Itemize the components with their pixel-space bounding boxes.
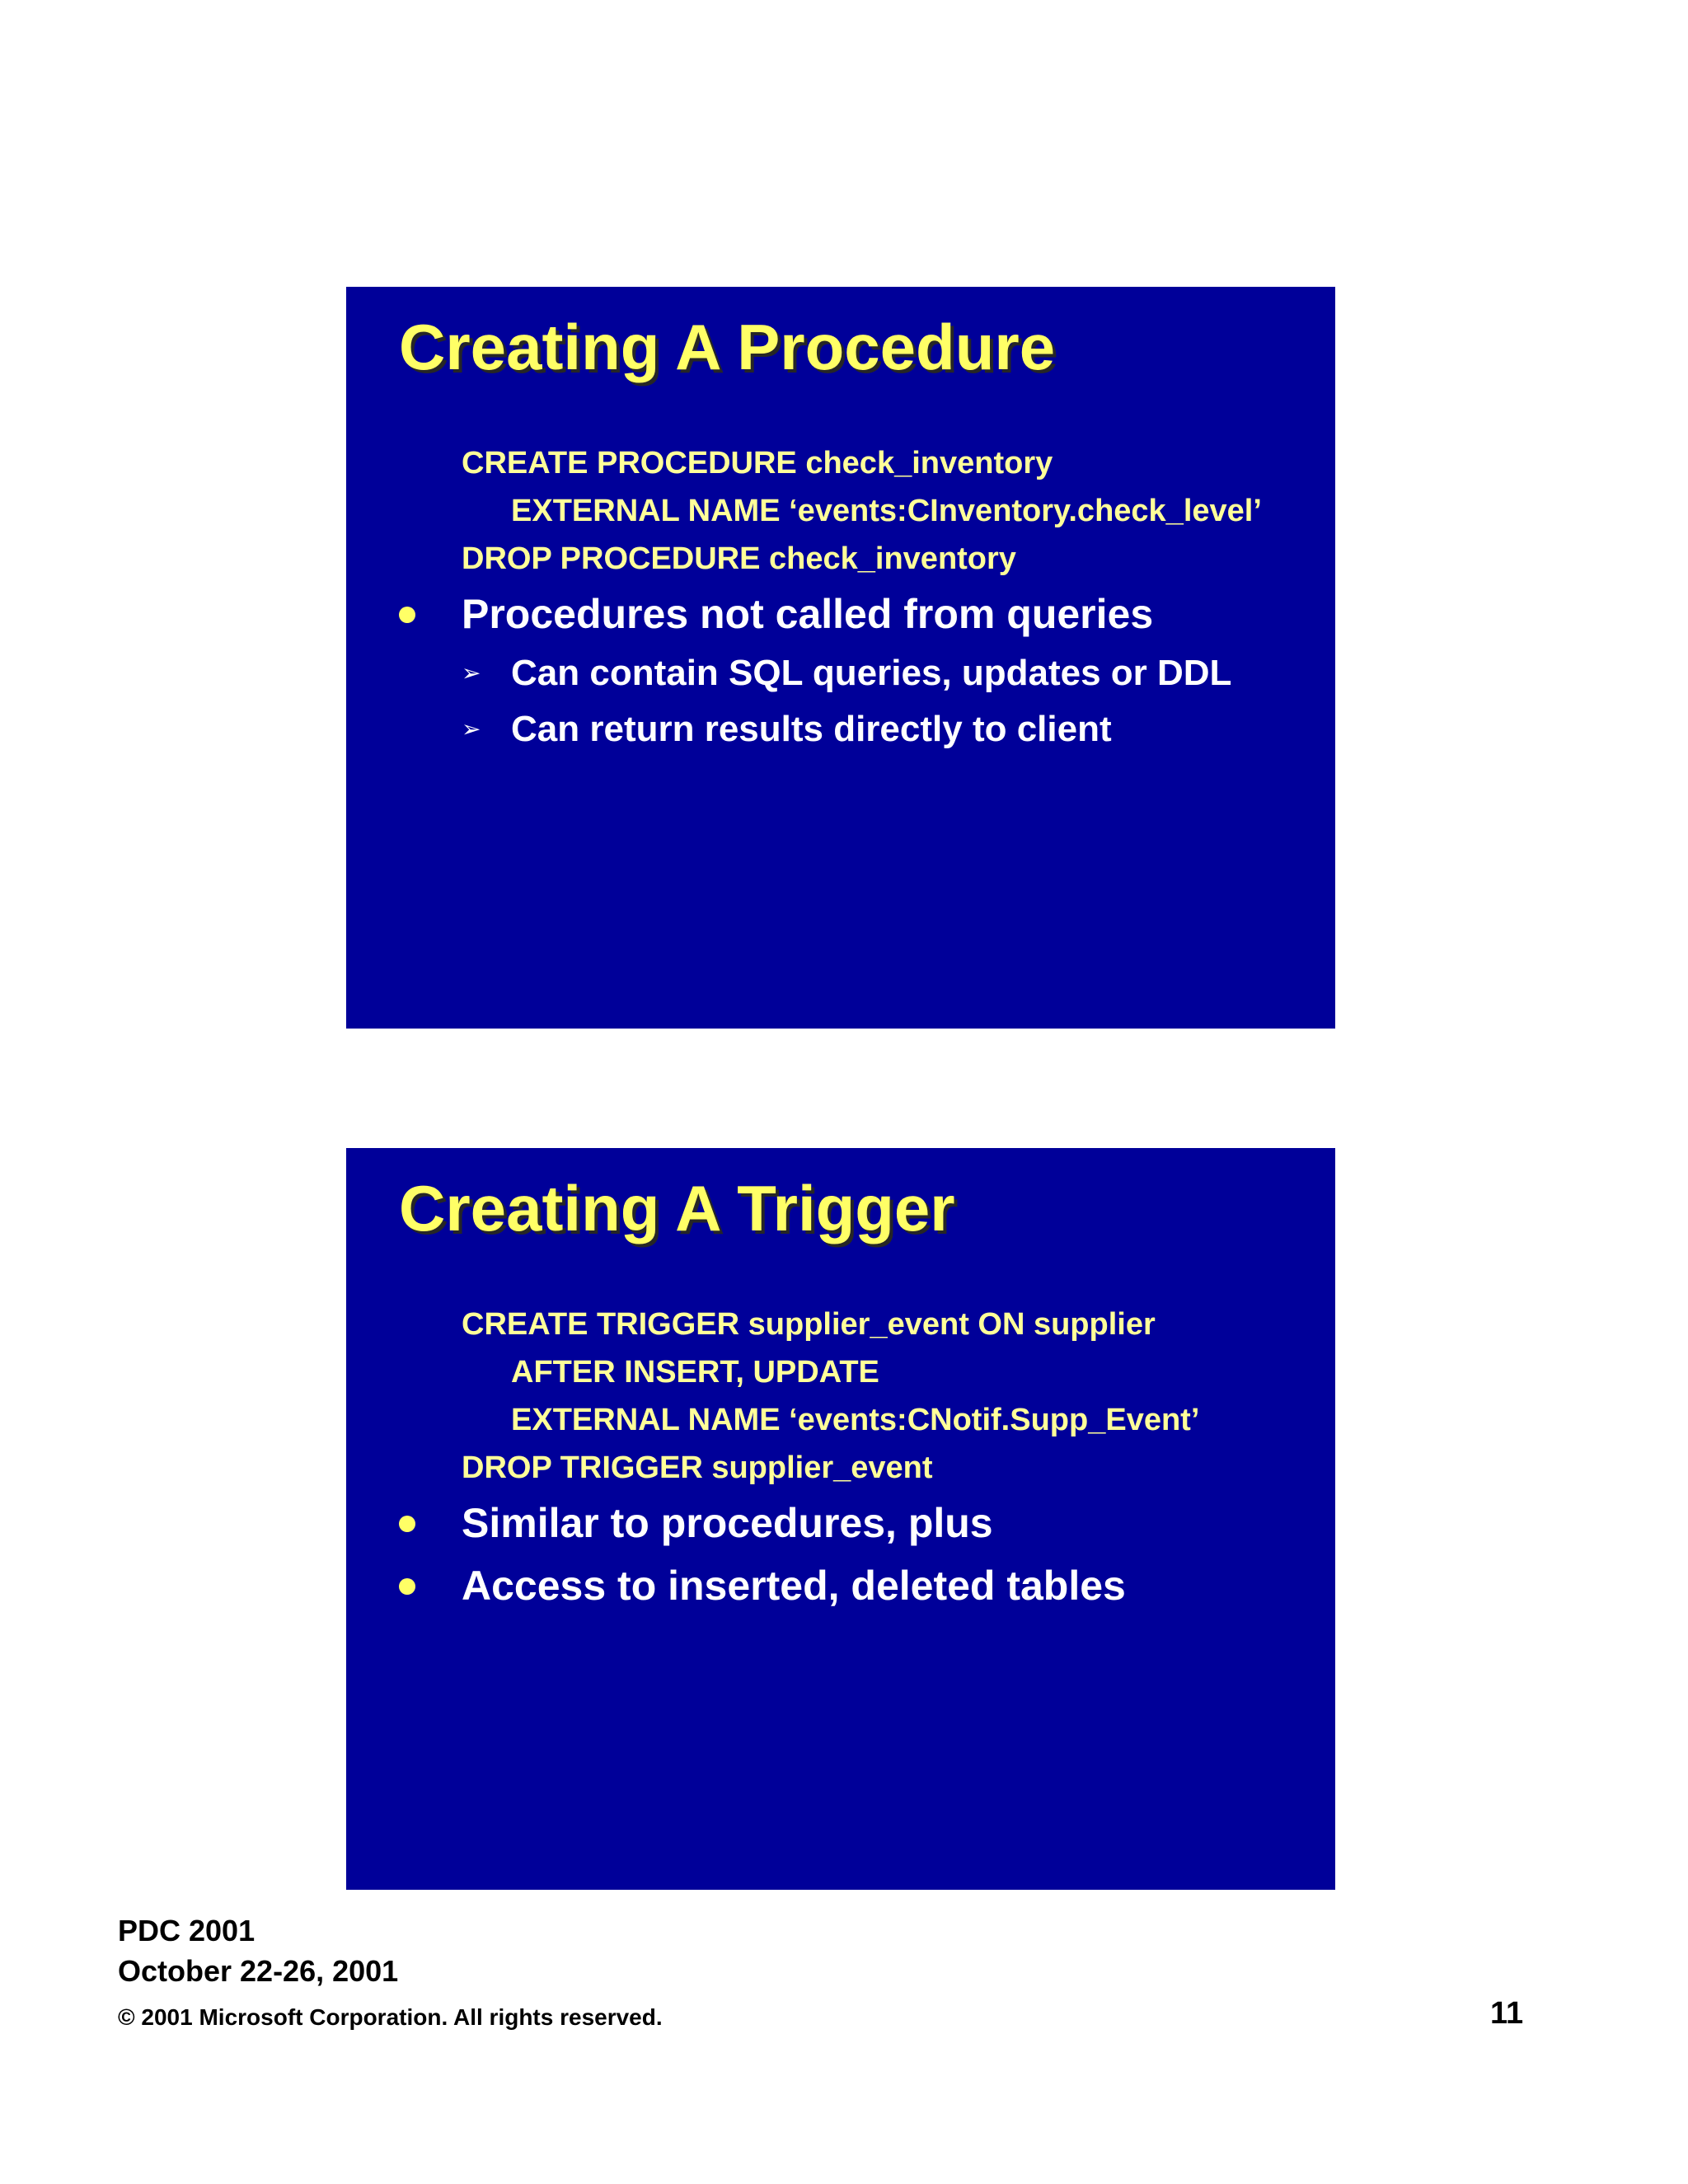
bullet-item [399, 1554, 1311, 1617]
bullet-item [399, 1492, 1311, 1554]
event-dates: October 22-26, 2001 [118, 1954, 399, 1988]
slide-body [399, 439, 1311, 757]
sub-bullet-text: Can contain SQL queries, updates or DDL [511, 653, 1232, 693]
bullet-dot-icon [399, 1578, 415, 1595]
footer-event-info [118, 1910, 398, 1991]
bullet-dot-icon [399, 1516, 415, 1532]
slide-creating-a-trigger [346, 1148, 1335, 1890]
slide-body [399, 1301, 1311, 1617]
slide-title: Creating A Trigger [399, 1172, 955, 1244]
code-line: EXTERNAL NAME ‘events:CInventory.check_level’ [511, 494, 1262, 528]
code-line: AFTER INSERT, UPDATE [511, 1355, 879, 1390]
arrow-bullet-icon: ➢ [462, 660, 481, 686]
copyright-notice: © 2001 Microsoft Corporation. All rights reserved. [118, 2004, 663, 2030]
sub-bullet-item [399, 701, 1311, 757]
bullet-item [399, 583, 1311, 645]
bullet-text: Procedures not called from queries [462, 591, 1154, 637]
code-line: CREATE TRIGGER supplier_event ON supplier [462, 1307, 1156, 1342]
arrow-bullet-icon: ➢ [462, 716, 481, 742]
sub-bullet-item [399, 645, 1311, 701]
code-line: DROP TRIGGER supplier_event [462, 1451, 933, 1485]
code-line: EXTERNAL NAME ‘events:CNotif.Supp_Event’ [511, 1403, 1200, 1437]
code-line: CREATE PROCEDURE check_inventory [462, 446, 1053, 480]
code-line: DROP PROCEDURE check_inventory [462, 541, 1016, 576]
slide-title: Creating A Procedure [399, 311, 1056, 383]
event-name: PDC 2001 [118, 1914, 256, 1947]
bullet-text: Similar to procedures, plus [462, 1500, 993, 1546]
bullet-text: Access to inserted, deleted tables [462, 1563, 1126, 1609]
slide-creating-a-procedure [346, 287, 1335, 1029]
bullet-dot-icon [399, 607, 415, 623]
sub-bullet-text: Can return results directly to client [511, 709, 1112, 749]
page-number: 11 [1490, 1996, 1524, 2031]
